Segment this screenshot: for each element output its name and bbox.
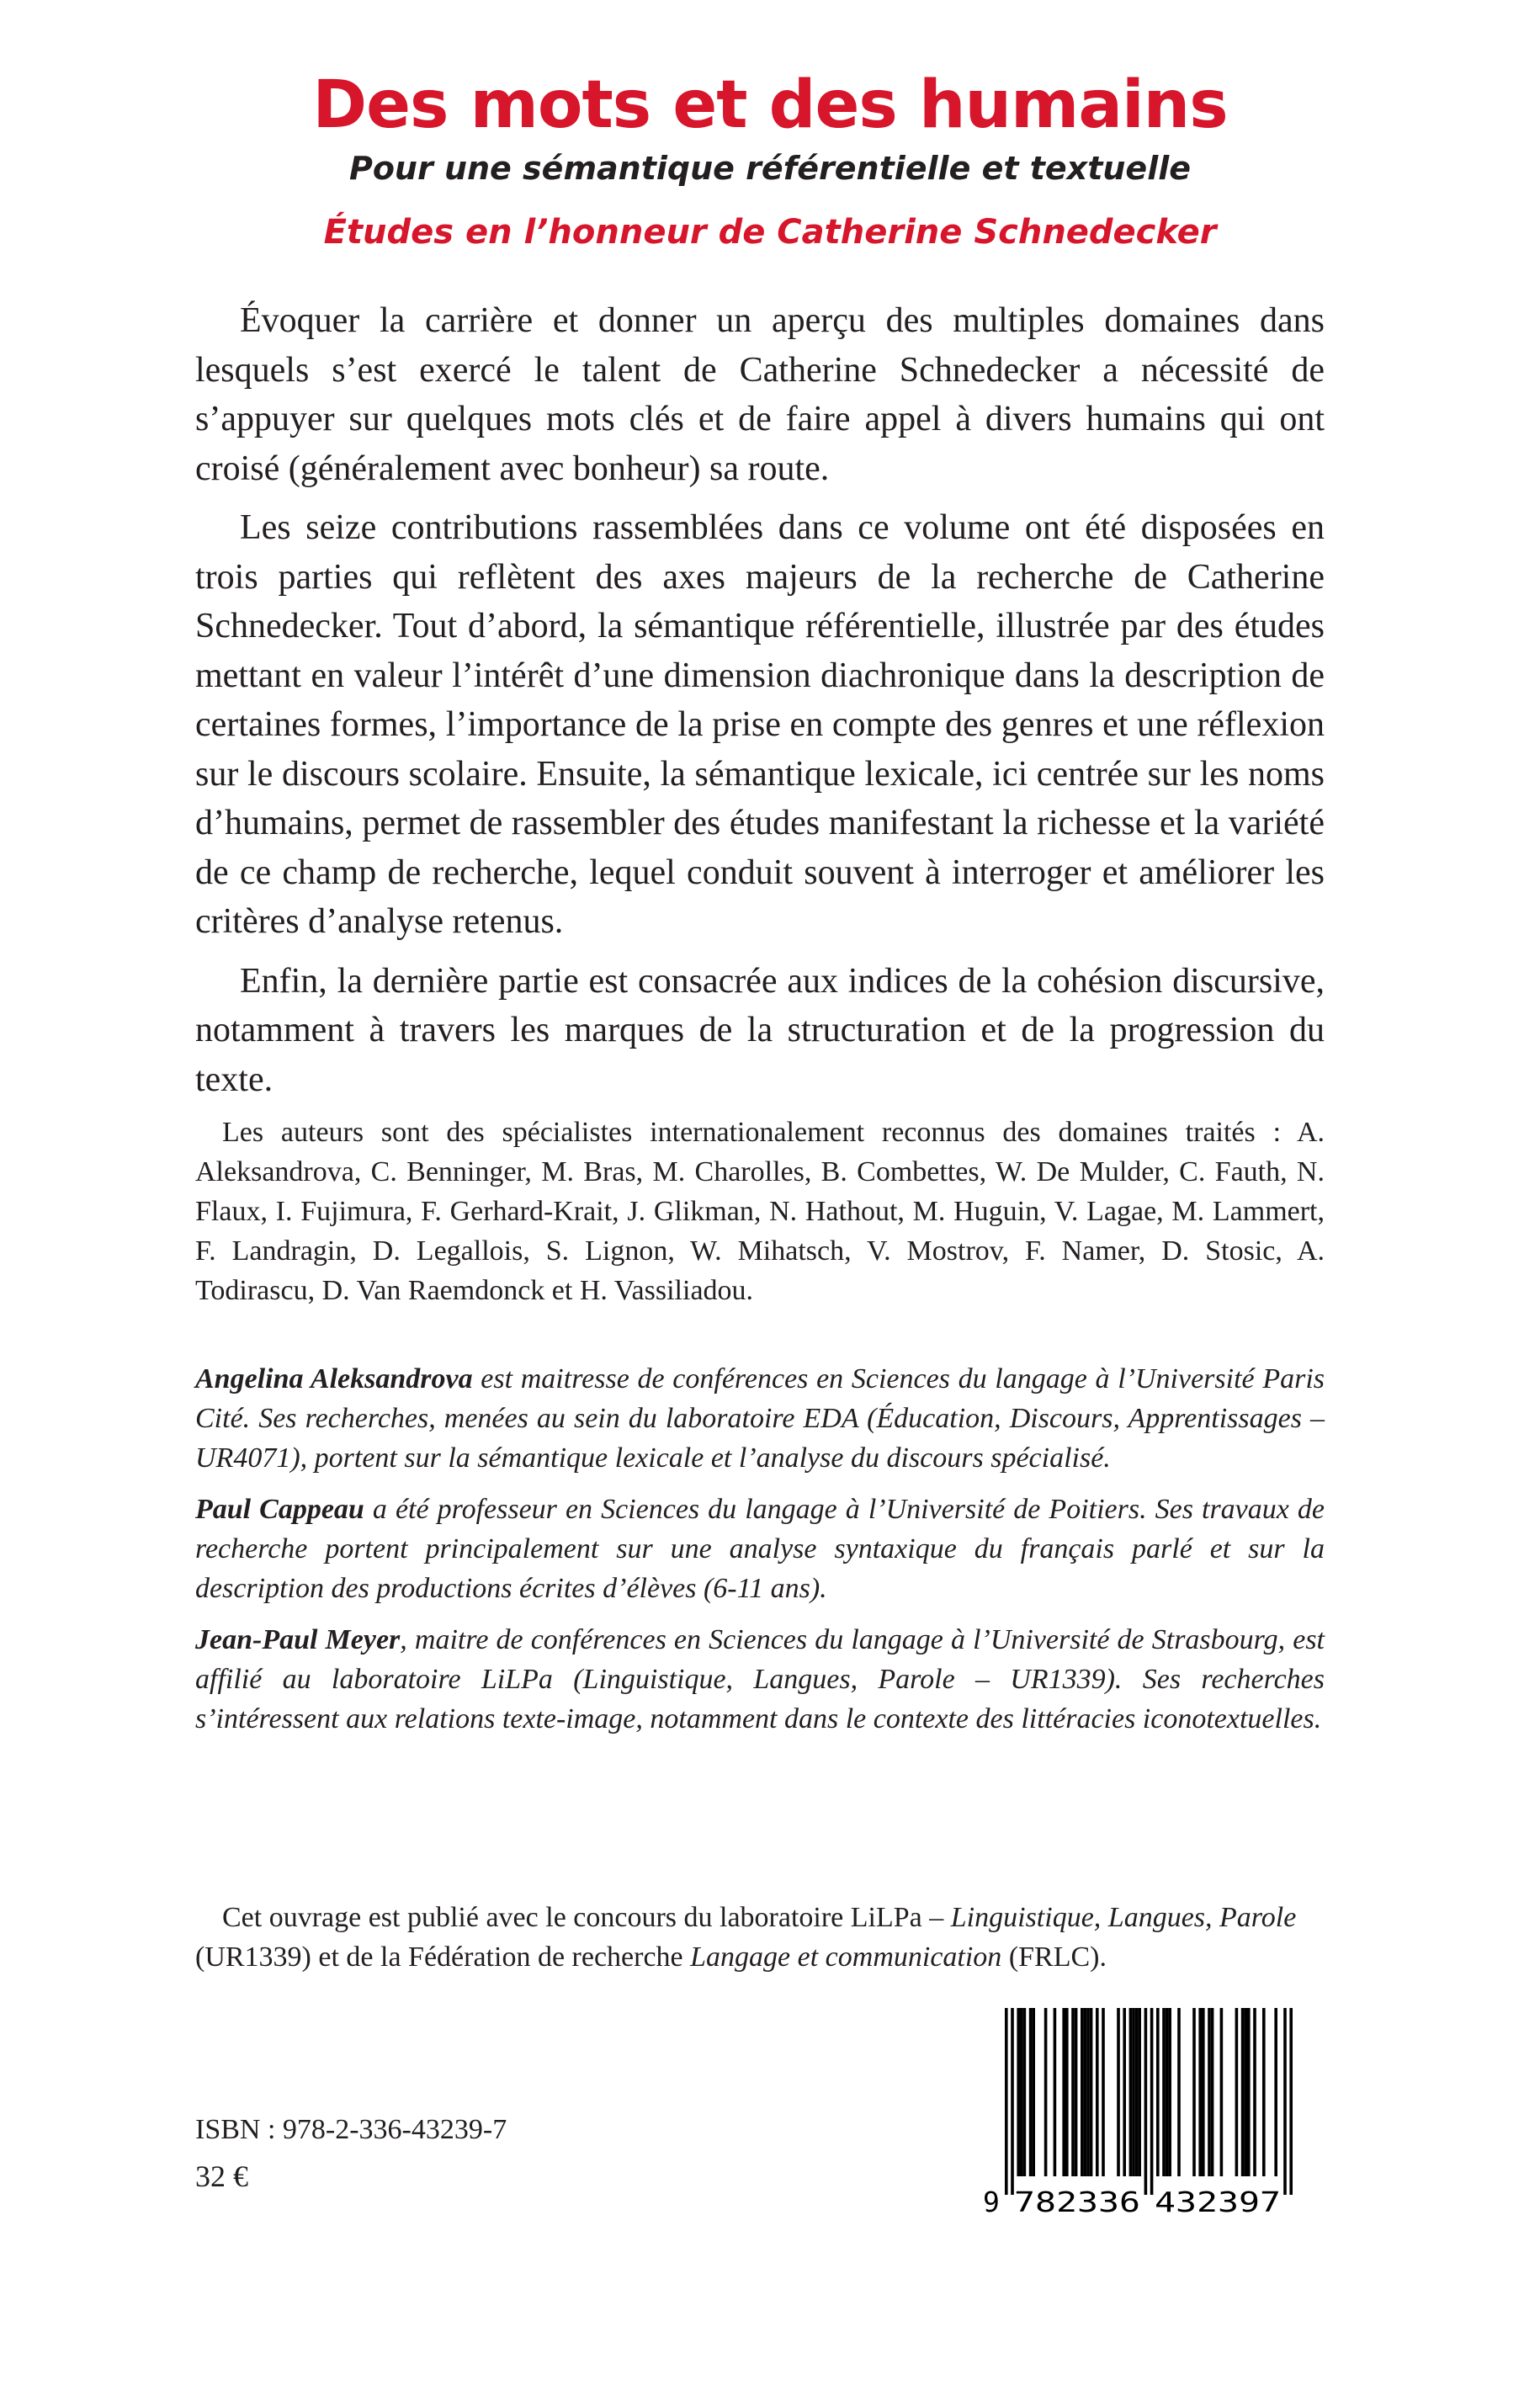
barcode-bar <box>1138 2008 1141 2176</box>
barcode-bar <box>1166 2008 1169 2176</box>
editor-bio <box>195 1359 1325 1478</box>
barcode-bar <box>1144 2008 1148 2195</box>
barcode-digit-prefix: 9 <box>983 2186 1000 2218</box>
barcode-bar <box>1150 2008 1154 2195</box>
barcode-digits-left: 782336 <box>1014 2186 1140 2218</box>
barcode-bar <box>1198 2008 1202 2176</box>
summary-section <box>195 296 1325 1114</box>
barcode-bar <box>1054 2008 1057 2176</box>
barcode-bar <box>1086 2008 1090 2176</box>
barcode-digits-right: 432397 <box>1155 2186 1281 2218</box>
barcode-bar <box>1090 2008 1093 2176</box>
publisher-note-part: (FRLC). <box>1001 1941 1107 1973</box>
barcode-bar <box>1005 2008 1008 2195</box>
barcode-bar <box>1029 2008 1033 2176</box>
barcode-bar <box>1065 2008 1069 2176</box>
barcode-bar <box>1062 2008 1065 2176</box>
barcode-bar <box>1075 2008 1078 2176</box>
barcode-bar <box>1262 2008 1266 2176</box>
price-label: 32 € <box>195 2159 248 2193</box>
barcode-bar <box>1084 2008 1087 2176</box>
editors-bios <box>195 1359 1325 1750</box>
barcode-bar <box>1017 2008 1020 2176</box>
barcode <box>976 2001 1309 2220</box>
barcode-bar <box>1117 2008 1120 2176</box>
editor-name: Jean-Paul Meyer <box>195 1624 401 1655</box>
barcode-bar <box>1156 2008 1160 2176</box>
barcode-bar <box>1244 2008 1247 2176</box>
book-subtitle: Pour une sémantique référentielle et textuelle <box>348 150 1192 187</box>
publisher-note-part: Cet ouvrage est publié avec le concours du laboratoire LiLPa – <box>222 1902 951 1933</box>
barcode-bar <box>1011 2008 1014 2195</box>
summary-paragraph: Enfin, la dernière partie est consacrée aux indices de la cohésion discursive, notamment à travers les marques de la structuration et de la progression du texte. <box>195 961 1325 1099</box>
barcode-bar <box>1241 2008 1245 2176</box>
barcode-bar <box>1177 2008 1181 2176</box>
barcode-bar <box>1162 2008 1166 2176</box>
barcode-bar <box>1020 2008 1023 2176</box>
isbn-label: ISBN : 978-2-336-43239-7 <box>195 2114 507 2145</box>
lab-name: Linguistique, Langues, Parole <box>950 1902 1297 1933</box>
publisher-note-text <box>195 1898 1325 1977</box>
barcode-bar <box>1168 2008 1171 2176</box>
editor-bio-text: , maitre de conférences en Sciences du langage à l’Université de Strasbourg, est affilié au laboratoire LiLPa (Linguistique, Langues, Parole – UR1339). Ses recherches s’intéressent aux relations texte-image, notamment dans le contexte des littéracies iconotextuelles. <box>195 1624 1325 1734</box>
barcode-bar <box>1235 2008 1239 2176</box>
editor-name: Paul Cappeau <box>195 1494 364 1525</box>
book-title: Des mots et des humains <box>312 67 1228 143</box>
barcode-bar <box>1129 2008 1133 2176</box>
editor-name: Angelina Aleksandrova <box>195 1363 473 1394</box>
barcode-bar <box>1081 2008 1084 2176</box>
barcode-bar <box>1247 2008 1251 2176</box>
barcode-bar <box>1102 2008 1105 2176</box>
publisher-note <box>195 1898 1325 1977</box>
barcode-bar <box>1023 2008 1027 2176</box>
barcode-bar <box>1096 2008 1099 2176</box>
barcode-bar <box>1283 2008 1287 2195</box>
barcode-bar <box>1289 2008 1293 2195</box>
authors-section <box>195 1113 1325 1310</box>
barcode-bar <box>1132 2008 1135 2176</box>
summary-paragraph: Évoquer la carrière et donner un aperçu des multiples domaines dans lesquels s’est exercé le talent de Catherine Schnedecker a nécessité de s’appuyer sur quelques mots clés et de faire appel à divers humains qui ont croisé (généralement avec bonheur) sa route. <box>195 301 1325 488</box>
barcode-bar <box>1192 2008 1196 2176</box>
publisher-note-part: (UR1339) et de la Fédération de recherche <box>195 1941 691 1973</box>
barcode-bar <box>1211 2008 1214 2176</box>
barcode-bar <box>1044 2008 1048 2176</box>
barcode-bar <box>1220 2008 1224 2176</box>
barcode-bar <box>1208 2008 1211 2176</box>
barcode-bar <box>1253 2008 1256 2176</box>
authors-list: Les auteurs sont des spécialistes internationalement reconnus des domaines traités : A. Aleksandrova, C. Benninger, M. Bras, M. Charolles, B. Combettes, W. De Mulder, C. Fauth, N. Flaux, I. Fujimura, F. Gerhard-Krait, J. Glikman, N. Hathout, M. Huguin, V. Lagae, M. Lammert, F. Landragin, D. Legallois, S. Lignon, W. Mihatsch, V. Mostrov, F. Namer, D. Stosic, A. Todirascu, D. Van Raemdonck et H. Vassiliadou. <box>195 1117 1325 1306</box>
barcode-bar <box>1032 2008 1035 2176</box>
summary-paragraph: Les seize contributions rassemblées dans ce volume ont été disposées en trois parties qui reflètent des axes majeurs de la recherche de Catherine Schnedecker. Tout d’abord, la sémantique référentielle, illustrée par des études mettant en valeur l’intérêt d’une dimension diachronique dans la description de certaines formes, l’importance de la prise en compte des genres et une réflexion sur le discours scolaire. Ensuite, la sémantique lexicale, ici centrée sur les noms d’humains, permet de rassembler des études manifestant la richesse et la variété de ce champ de recherche, lequel conduit souvent à interroger et améliorer les critères d’analyse retenus. <box>195 508 1325 941</box>
barcode-bar <box>1202 2008 1205 2176</box>
editor-bio <box>195 1490 1325 1608</box>
federation-name: Langage et communication <box>690 1941 1002 1973</box>
barcode-bar <box>1274 2008 1277 2176</box>
editor-bio-text: est maitresse de conférences en Sciences du langage à l’Université Paris Cité. Ses recherches, menées au sein du laboratoire EDA (Éducation, Discours, Apprentissages – UR4071), portent sur la sémantique lexicale et l’analyse du discours spécialisé. <box>195 1363 1325 1474</box>
barcode-bar <box>1123 2008 1126 2176</box>
barcode-bar <box>1071 2008 1075 2176</box>
editor-bio-text: a été professeur en Sciences du langage à l’Université de Poitiers. Ses travaux de recherche portent principalement sur une analyse syntaxique du français parlé et sur la description des productions écrites d’élèves (6-11 ans). <box>195 1494 1325 1604</box>
book-dedication: Études en l’honneur de Catherine Schnedecker <box>323 213 1217 252</box>
barcode-bar <box>1135 2008 1139 2176</box>
editor-bio <box>195 1620 1325 1739</box>
